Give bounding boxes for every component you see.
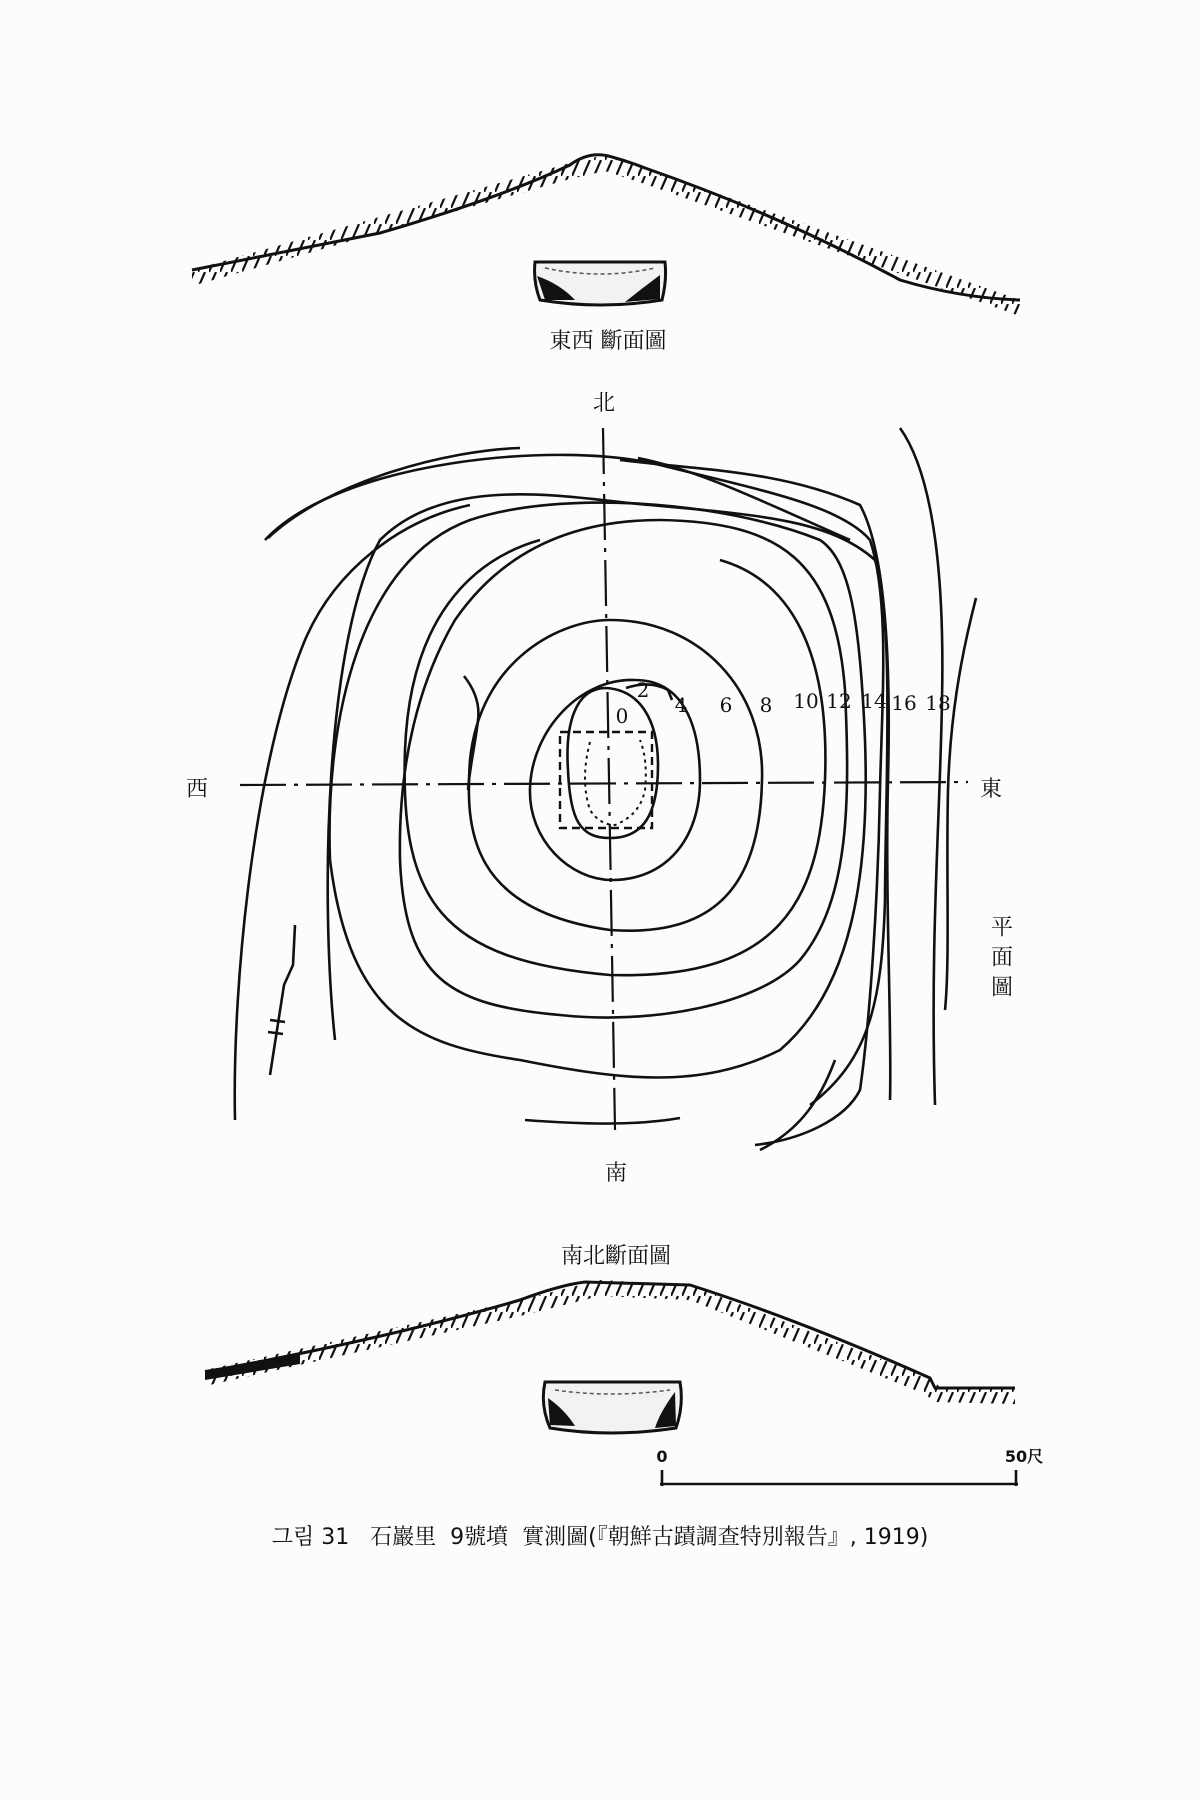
direction-west: 西 [185,777,209,802]
scale-end-label: 50尺 [1004,1447,1044,1466]
contour-label-2: 2 [636,678,650,702]
scale-start-label: 0 [656,1447,668,1466]
contour-label-18: 18 [925,691,951,715]
direction-south: 南 [604,1161,628,1186]
contour-line-10 [330,503,866,1078]
direction-north: 北 [592,391,616,416]
contour-labels [616,678,951,728]
north-south-section [205,1244,1015,1433]
contour-line-0 [567,688,658,838]
east-west-burial-chamber [535,262,666,305]
plan-label [988,915,1013,1005]
contour-line-16 [235,505,470,1120]
contour-label-4: 4 [674,693,688,717]
contour-line-18 [900,428,942,1105]
contour-line-bottom-south [525,1118,680,1124]
figure-caption: 그림 31 石巖里 9號墳 實測圖(『朝鮮古蹟調查特別報告』, 1919) [271,1525,929,1550]
north-south-burial-chamber [543,1382,681,1433]
plan-label-char-1: 平面圖 [987,915,1013,1005]
direction-east: 東 [979,777,1003,802]
contour-label-6: 6 [719,693,733,717]
east-west-axis [240,782,968,785]
contour-line-top-west [268,448,520,538]
contour-line-12 [328,494,888,1105]
contour-line-16-east [620,460,890,1100]
plan-view [186,391,1013,1186]
contour-label-16: 16 [891,691,917,715]
scale-bar [656,1447,1043,1486]
north-south-section-label: 南北斷面圖 [560,1244,672,1269]
north-south-axis [603,428,615,1130]
contour-label-10: 10 [793,689,819,713]
west-ravine-feature [268,676,478,1075]
contour-label-0: 0 [615,704,629,728]
contour-line-8 [400,520,847,1018]
east-west-section-label: 東西 斷面圖 [549,329,667,354]
contour-label-14: 14 [861,689,887,713]
contour-label-8: 8 [759,693,773,717]
east-west-section [192,155,1020,354]
contour-line-18-east [945,598,976,1010]
contour-line-top-east [638,458,850,540]
contour-label-12: 12 [826,689,852,713]
contour-line-4 [469,620,762,931]
